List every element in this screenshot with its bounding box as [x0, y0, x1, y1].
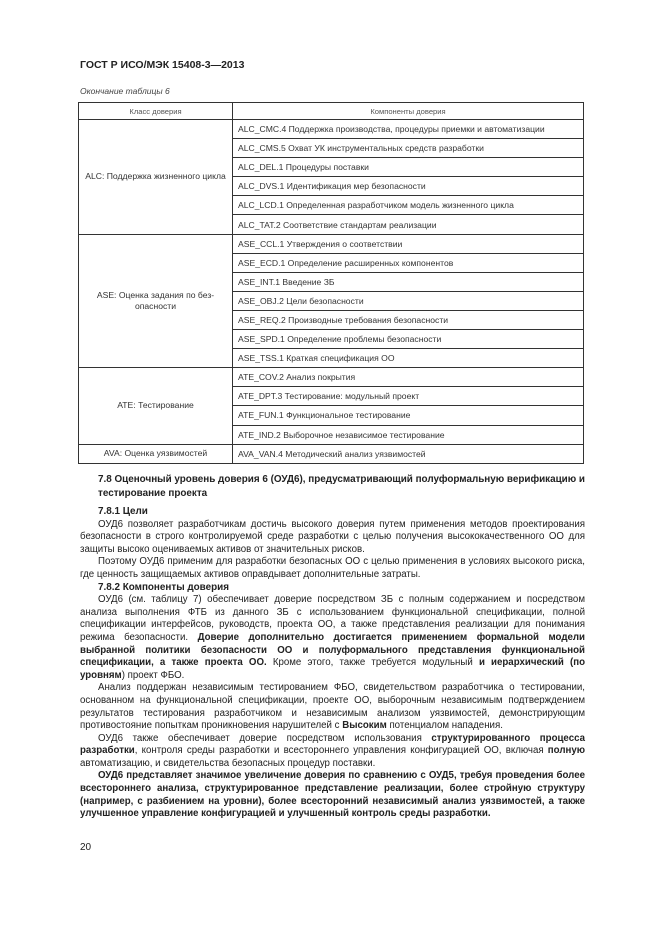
table-header-row: [79, 103, 584, 120]
bold-run: и иерархический (по уровням: [80, 657, 586, 681]
document-id: ГОСТ Р ИСО/МЭК 15408-3—2013: [80, 59, 245, 71]
section-body: [80, 473, 585, 821]
assurance-component-cell: ASE_INT.1 Введение ЗБ: [233, 272, 584, 291]
assurance-class-cell: AVA: Оценка уязвимостей: [79, 444, 233, 463]
assurance-table: [78, 102, 584, 464]
assurance-component-cell: ALC_TAT.2 Соответствие стандартам реализации: [233, 215, 584, 234]
bold-run: ОУД6 представляет значимое увеличение доверия по сравнению с ОУД5, требуя проведения более всестороннего анализа, структурированное представление реализации, более стройную структуру (например, с разбиением на уровни), более всесторонний независимый анализ уязвимостей, а также улучшенное управление конфигурацией и улучшенный контроль среды разработки.: [80, 770, 585, 820]
assurance-class-cell: ATE: Тестирование: [79, 368, 233, 444]
text-run: ) проект ФБО.: [121, 669, 185, 681]
table-caption: Окончание таблицы 6: [80, 86, 170, 96]
bold-run: полную: [547, 745, 585, 757]
assurance-component-cell: ASE_SPD.1 Определение проблемы безопасности: [233, 330, 584, 349]
assurance-component-cell: ALC_LCD.1 Определенная разработчиком модель жизненного цикла: [233, 196, 584, 215]
paragraph: ОУД6 позволяет разработчикам достичь высокого доверия путем применения методов проектирования безопасности в строго контролируемой среде разработки с целью получения высококачественного ОО для защиты высоко оцениваемых активов от значительных рисков.: [80, 518, 585, 555]
section-heading: 7.8 Оценочный уровень доверия 6 (ОУД6), предусматривающий полуформальную верификацию и тестирование проекта: [98, 474, 586, 499]
subsection-heading-components: 7.8.2 Компоненты доверия: [98, 581, 229, 593]
assurance-component-cell: ASE_REQ.2 Производные требования безопасности: [233, 310, 584, 329]
text-run: потенциалом нападения.: [386, 720, 503, 732]
assurance-component-cell: ASE_ECD.1 Определение расширенных компонентов: [233, 253, 584, 272]
paragraph: [80, 733, 585, 771]
table-row: [79, 368, 584, 387]
text-run: , контроля среды разработки и всестороннего управления конфигурацией ОО, включая: [134, 745, 548, 757]
assurance-component-cell: AVA_VAN.4 Методический анализ уязвимостей: [233, 444, 584, 463]
page-number: 20: [80, 842, 92, 853]
column-header-components: Компоненты доверия: [233, 103, 584, 120]
text-run: автоматизацию, и свидетельства безопасных процедур поставки.: [80, 757, 376, 769]
assurance-class-cell: ALC: Поддержка жизненного цикла: [79, 120, 233, 235]
table-row: [79, 234, 584, 253]
bold-run: Доверие дополнительно достигается применением формальной модели выбранной политики безопасности ОО и полуформального представления функциональной спецификации, а также проекта ОО.: [80, 631, 585, 669]
assurance-component-cell: ATE_FUN.1 Функциональное тестирование: [233, 406, 584, 425]
text-run: Кроме этого, также требуется модульный: [266, 657, 479, 669]
table-row: [79, 444, 584, 463]
assurance-component-cell: ATE_DPT.3 Тестирование: модульный проект: [233, 387, 584, 406]
assurance-component-cell: ALC_DVS.1 Идентификация мер безопасности: [233, 177, 584, 196]
paragraph: [80, 594, 585, 682]
bold-run: структурированного процесса разработки: [80, 732, 585, 757]
paragraph-bold: [80, 770, 585, 820]
bold-run: Высоким: [342, 720, 387, 732]
assurance-component-cell: ALC_CMS.5 Охват УК инструментальных средств разработки: [233, 139, 584, 158]
assurance-component-cell: ASE_TSS.1 Краткая спецификация ОО: [233, 349, 584, 368]
text-run: ОУД6 (см. таблицу 7) обеспечивает доверие посредством ЗБ с полным содержанием и посредством анализа выполнения ФТБ из данного ЗБ с использованием функциональной спецификации, полной спецификации интерфейсов, руководств, проекта ОО, а также представления реализации для понимания режима безопасности.: [80, 594, 585, 643]
table-row: [79, 120, 584, 139]
paragraph: [80, 682, 585, 732]
assurance-class-cell: ASE: Оценка задания по безопасности: [79, 234, 233, 368]
subsection-heading-goals: 7.8.1 Цели: [98, 506, 148, 517]
text-run: ОУД6 также обеспечивает доверие посредством использования: [98, 732, 432, 744]
assurance-component-cell: ALC_CMC.4 Поддержка производства, процедуры приемки и автоматизации: [233, 120, 584, 139]
assurance-component-cell: ASE_CCL.1 Утверждения о соответствии: [233, 234, 584, 253]
assurance-component-cell: ATE_IND.2 Выборочное независимое тестирование: [233, 425, 584, 444]
assurance-component-cell: ALC_DEL.1 Процедуры поставки: [233, 158, 584, 177]
assurance-component-cell: ASE_OBJ.2 Цели безопасности: [233, 291, 584, 310]
column-header-class: Класс доверия: [79, 103, 233, 120]
text-run: Анализ поддержан независимым тестированием ФБО, свидетельством разработчика о тестировании, основанном на функциональной спецификации, проекте ОО, выборочным независимым подтверждением результатов тестирования разработчиком и независимым анализом уязвимостей, демонстрирующим противостояние попыткам проникновения нарушителей с: [80, 682, 585, 732]
paragraph: Поэтому ОУД6 применим для разработки безопасных ОО с целью применения в условиях высокого риска, где ценность защищаемых активов оправдывает дополнительные затраты.: [80, 556, 585, 580]
assurance-component-cell: ATE_COV.2 Анализ покрытия: [233, 368, 584, 387]
